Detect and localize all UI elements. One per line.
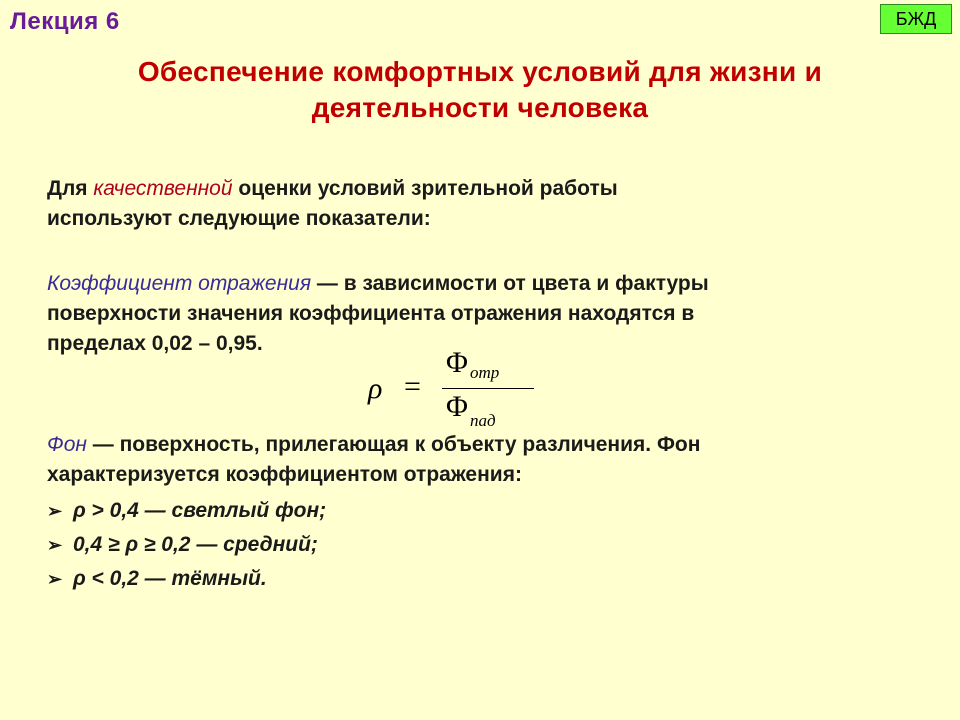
arrow-bullet-icon: ➢ xyxy=(47,535,63,555)
reflection-line-1 xyxy=(47,269,927,299)
formula-denominator-sub: пад xyxy=(469,411,496,430)
title-line-2: деятельности человека xyxy=(311,92,649,123)
intro-before: Для xyxy=(47,177,94,200)
list-item xyxy=(47,562,326,596)
formula-lhs: ρ xyxy=(368,372,383,405)
lecture-label: Лекция 6 xyxy=(10,8,120,35)
reflection-line-3: пределах 0,02 – 0,95. xyxy=(47,332,263,355)
list-item-text: 0,4 ≥ ρ ≥ 0,2 — средний; xyxy=(73,533,318,556)
background-paragraph xyxy=(47,430,927,490)
title-line-1: Обеспечение комфортных условий для жизни и xyxy=(137,56,823,87)
intro-highlight: качественной xyxy=(93,177,233,200)
reflection-levels-list xyxy=(47,494,326,596)
intro-paragraph xyxy=(47,174,927,234)
formula-numerator xyxy=(446,346,500,382)
formula-numerator-symbol: Φ xyxy=(446,346,468,379)
background-line-1 xyxy=(47,430,927,460)
formula-denominator-symbol: Φ xyxy=(446,390,468,423)
list-item-text: ρ < 0,2 — тёмный. xyxy=(73,567,267,590)
formula-fraction-bar xyxy=(442,388,534,389)
formula-equals: = xyxy=(404,370,421,403)
background-line-2: характеризуется коэффициентом отражения: xyxy=(47,463,522,486)
list-item xyxy=(47,494,326,528)
reflection-term: Коэффициент отражения xyxy=(47,272,312,295)
slide-title xyxy=(0,54,960,126)
arrow-bullet-icon: ➢ xyxy=(47,501,63,521)
intro-line-2: используют следующие показатели: xyxy=(47,207,431,230)
background-term: Фон xyxy=(47,433,87,456)
intro-line-1 xyxy=(47,174,927,204)
list-item-text: ρ > 0,4 — светлый фон; xyxy=(73,499,327,522)
reflection-after: — в зависимости от цвета и фактуры xyxy=(311,272,709,295)
list-item xyxy=(47,528,326,562)
arrow-bullet-icon: ➢ xyxy=(47,569,63,589)
formula-denominator xyxy=(446,390,496,430)
formula-numerator-sub: отр xyxy=(469,363,500,382)
reflection-formula xyxy=(368,346,568,432)
reflection-line-2: поверхности значения коэффициента отражения находятся в xyxy=(47,302,695,325)
intro-after: оценки условий зрительной работы xyxy=(232,177,618,200)
background-after: — поверхность, прилегающая к объекту различения. Фон xyxy=(86,433,701,456)
subject-badge: БЖД xyxy=(880,4,952,34)
